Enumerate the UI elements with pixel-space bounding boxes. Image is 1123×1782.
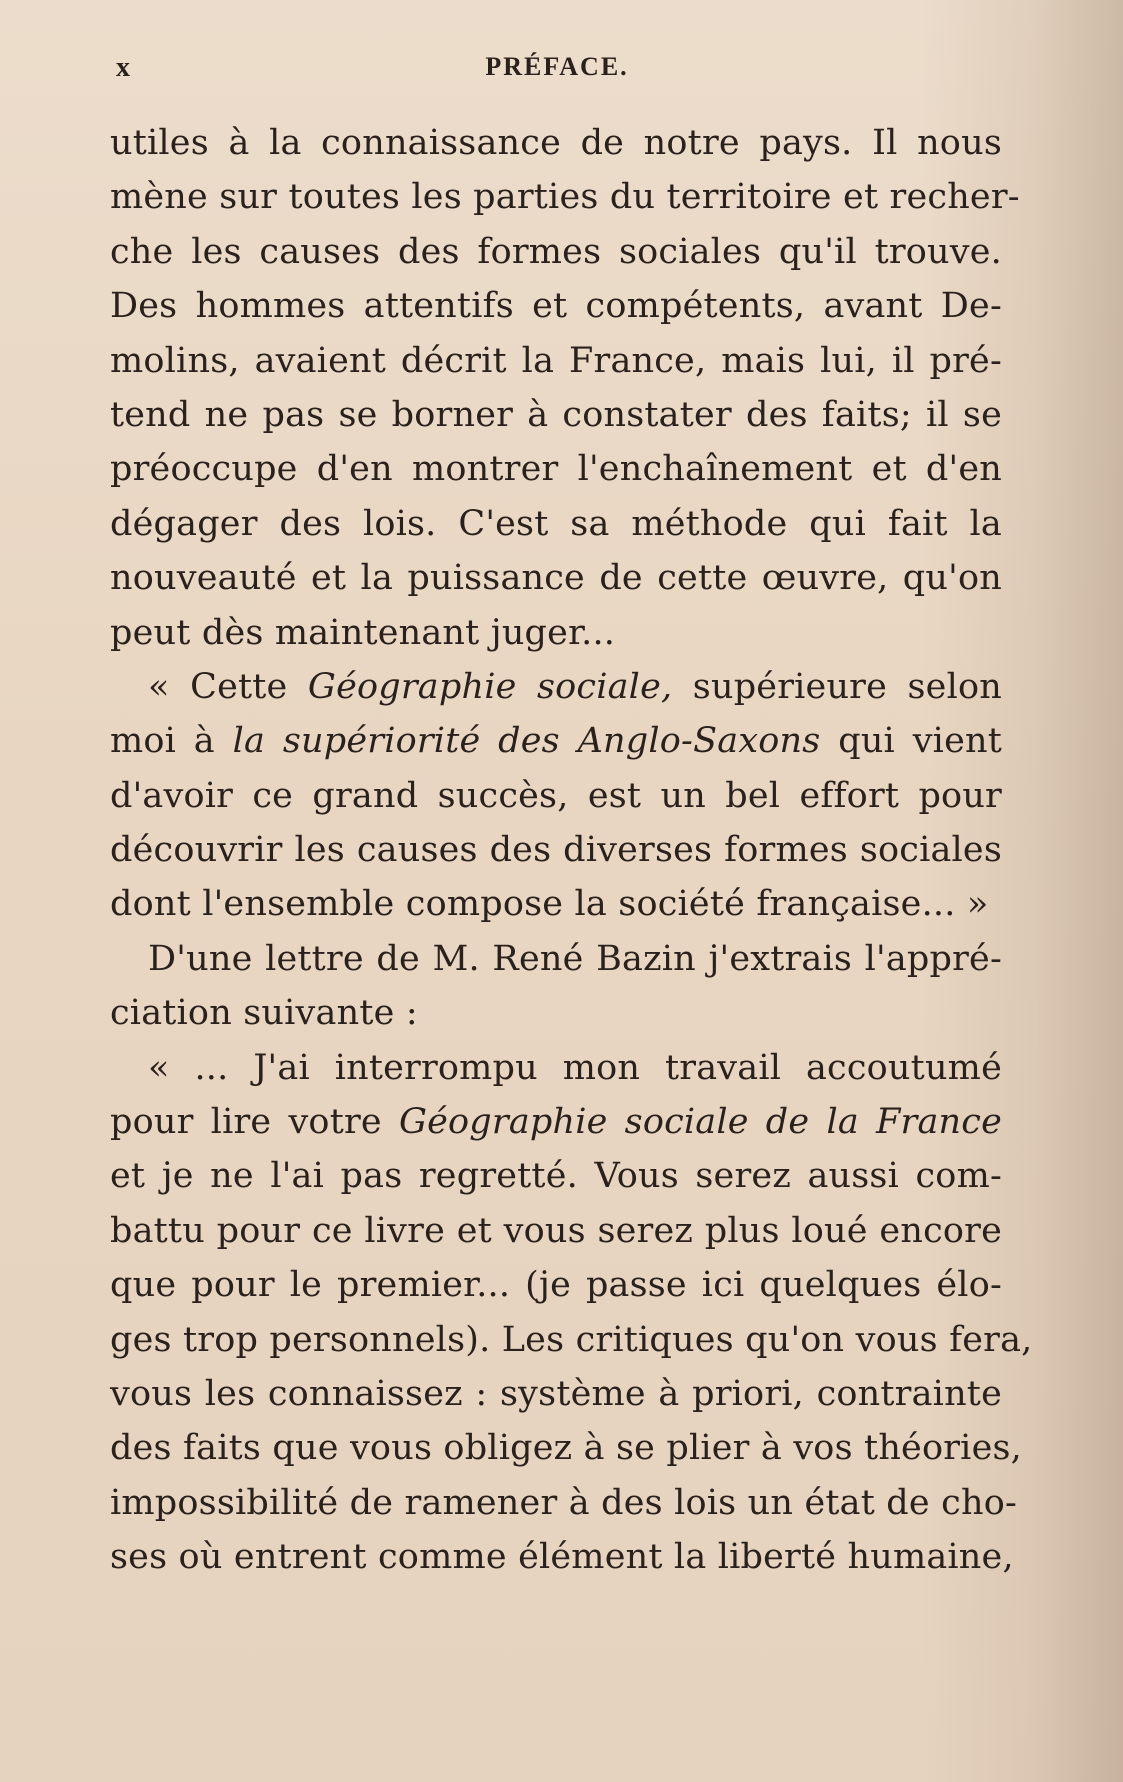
text-line: vous les connaissez : système à priori, contrainte bbox=[110, 1373, 1002, 1414]
text-line bbox=[110, 1095, 1002, 1149]
text-line: préoccupe d'en montrer l'enchaînement et d'en bbox=[110, 449, 1002, 490]
text-line: molins, avaient décrit la France, mais lui, il pré- bbox=[110, 340, 1002, 381]
text-line: « ... J'ai interrompu mon travail accoutumé bbox=[148, 1047, 1002, 1088]
text-line: impossibilité de ramener à des lois un état de cho- bbox=[110, 1482, 1017, 1523]
text-line: découvrir les causes des diverses formes sociales bbox=[110, 830, 1002, 871]
text-line: ses où entrent comme élément la liberté humaine, bbox=[110, 1537, 1014, 1578]
text-line: tend ne pas se borner à constater des faits; il se bbox=[110, 394, 1002, 435]
text-run: pour lire votre bbox=[110, 1102, 399, 1143]
text-run: qui vient bbox=[820, 721, 1002, 762]
text-line: et je ne l'ai pas regretté. Vous serez aussi com- bbox=[110, 1156, 1002, 1197]
running-head bbox=[116, 52, 998, 88]
text-line: des faits que vous obligez à se plier à vos théories, bbox=[110, 1428, 1022, 1469]
text-run: supérieure selon bbox=[672, 666, 1002, 707]
text-line: dégager des lois. C'est sa méthode qui fait la bbox=[110, 503, 1002, 544]
text-line: D'une lettre de M. René Bazin j'extrais l'appré- bbox=[148, 938, 1002, 979]
text-line: che les causes des formes sociales qu'il trouve. bbox=[110, 231, 1002, 272]
italic-title: Géographie sociale, bbox=[307, 666, 673, 707]
text-line: d'avoir ce grand succès, est un bel effort pour bbox=[110, 775, 1002, 816]
text-line: peut dès maintenant juger... bbox=[110, 612, 616, 653]
text-line: nouveauté et la puissance de cette œuvre, qu'on bbox=[110, 558, 1002, 599]
page-number: x bbox=[116, 52, 131, 83]
text-line: ges trop personnels). Les critiques qu'on vous fera, bbox=[110, 1319, 1033, 1360]
text-line: ciation suivante : bbox=[110, 993, 418, 1034]
body-text bbox=[110, 116, 1033, 1585]
text-line bbox=[110, 714, 1002, 768]
text-run: « Cette bbox=[148, 666, 308, 707]
text-run: moi à bbox=[110, 721, 233, 762]
text-line: utiles à la connaissance de notre pays. Il nous bbox=[110, 123, 1002, 163]
italic-title: Géographie sociale de la France bbox=[398, 1102, 1002, 1143]
text-line bbox=[110, 660, 1002, 714]
text-line: dont l'ensemble compose la société française... » bbox=[110, 884, 989, 925]
text-line: battu pour ce livre et vous serez plus loué encore bbox=[110, 1210, 1002, 1251]
text-line: que pour le premier... (je passe ici quelques élo- bbox=[110, 1265, 1002, 1306]
running-title: PRÉFACE. bbox=[485, 52, 629, 81]
text-line: mène sur toutes les parties du territoire et recher- bbox=[110, 177, 1020, 218]
italic-title: la supériorité des Anglo-Saxons bbox=[232, 721, 821, 762]
text-line: Des hommes attentifs et compétents, avant De- bbox=[110, 286, 1002, 327]
